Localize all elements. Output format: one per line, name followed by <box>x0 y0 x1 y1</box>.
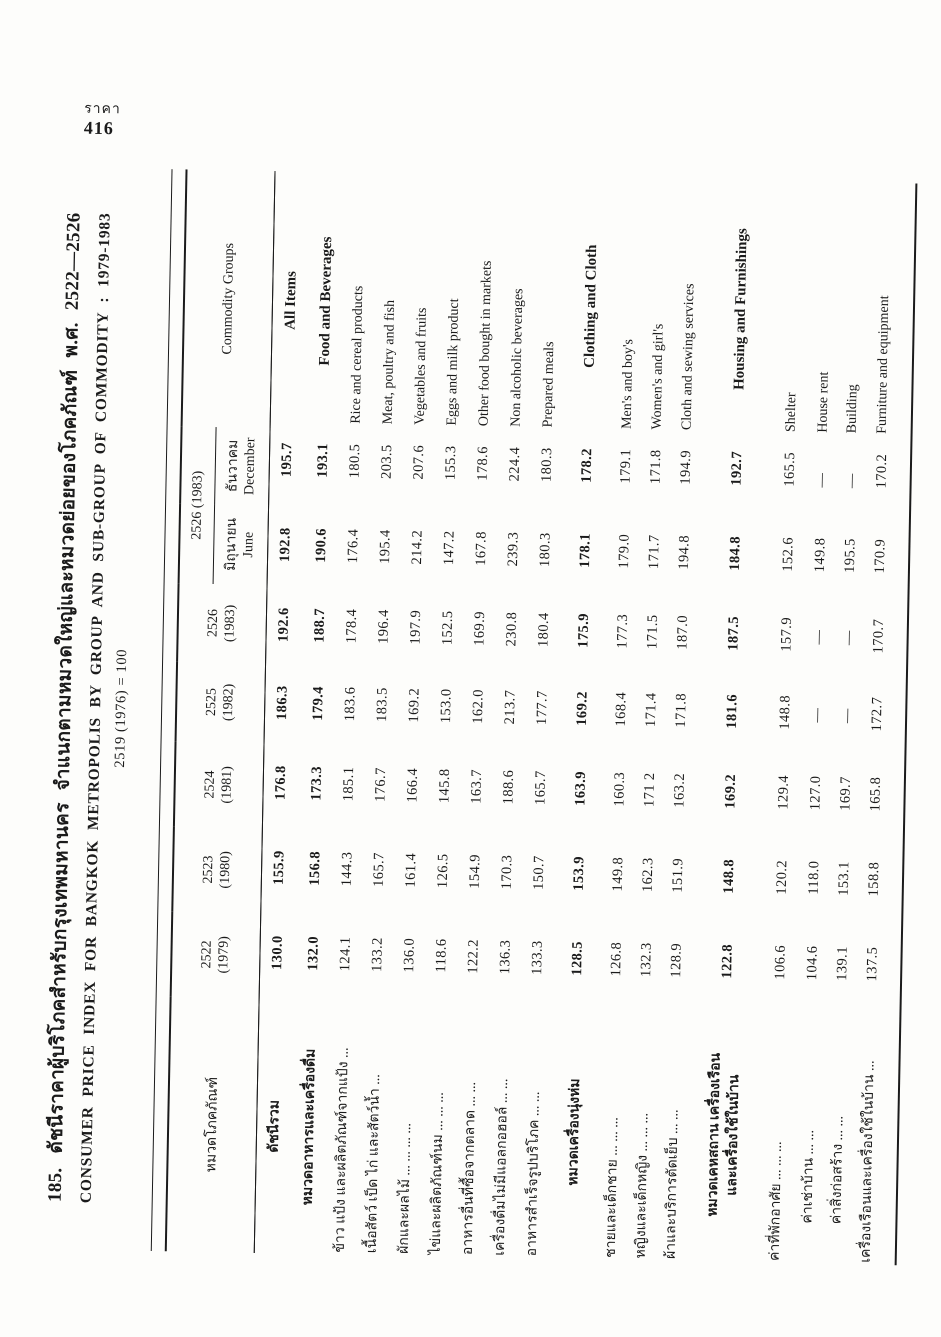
value-cell: 151.9 <box>669 857 687 893</box>
row-label-thai: เครื่องดื่มไม่มีแอลกอฮอล์ ... ... <box>492 1078 511 1256</box>
value-cell: 170.3 <box>498 854 516 890</box>
table-title-english: CONSUMER PRICE INDEX FOR BANGKOK METROPOLIS BY GROUP AND SUB-GROUP OF COMMODITY : 1979-1983 <box>77 212 114 1204</box>
value-cell: 152.5 <box>439 610 457 646</box>
value-cell: 194.9 <box>677 449 695 485</box>
row-label-english: All Items <box>282 270 300 330</box>
value-cell: 124.1 <box>337 936 355 972</box>
value-cell: 128.9 <box>668 942 685 978</box>
row-label-thai: ผักและผลไม้ ... ... ... ... <box>396 1122 414 1254</box>
row-label-thai: หมวดเครื่องนุ่งห่ม <box>565 1078 583 1186</box>
value-cell: 170.7 <box>870 618 887 654</box>
value-cell: 176.8 <box>272 765 290 801</box>
value-cell: 153.1 <box>835 861 853 896</box>
value-cell: — <box>843 473 860 489</box>
col-header-year-2524 <box>174 741 264 828</box>
value-cell: 161.4 <box>403 852 420 888</box>
value-cell: 167.8 <box>473 531 490 566</box>
value-cell: 133.2 <box>369 937 387 973</box>
value-cell: 192.7 <box>728 450 746 486</box>
value-cell: 171.7 <box>646 534 663 570</box>
value-cell: 193.1 <box>314 442 332 478</box>
value-cell: 171.8 <box>647 449 665 485</box>
value-cell: 207.6 <box>410 444 428 480</box>
value-cell: 127.0 <box>807 775 825 811</box>
value-cell: 169.2 <box>406 687 423 723</box>
value-cell: 188.6 <box>500 769 518 805</box>
row-label-english: Other food bought in markets <box>476 260 495 427</box>
value-cell: 122.8 <box>719 943 736 979</box>
value-cell: 171 2 <box>641 772 659 808</box>
col-header-commodity-thai: หมวดโภคภัณฑ์ <box>166 996 259 1253</box>
value-cell: 178.4 <box>343 608 361 644</box>
value-cell: 175.9 <box>575 613 593 648</box>
value-cell: 139.1 <box>833 946 851 981</box>
value-cell: 186.3 <box>274 685 292 721</box>
value-cell: 132.3 <box>638 942 655 978</box>
row-label-thai: ค่าเช่าบ้าน ... ... <box>799 1129 817 1224</box>
col-header-year-2522 <box>171 911 261 998</box>
value-cell: 176.4 <box>345 528 362 564</box>
value-cell: 188.7 <box>311 607 328 643</box>
month-english: June <box>241 531 257 558</box>
value-cell: 120.2 <box>773 859 791 895</box>
row-label-english: Shelter <box>783 392 799 433</box>
value-cell: 172.7 <box>868 696 886 732</box>
table-title-block <box>39 163 141 1252</box>
row-label-english: House rent <box>815 371 832 433</box>
row-label-thai: เนื้อสัตว์ เป็ด ไก่ และสัตว์น้ำ ... <box>364 1073 383 1254</box>
value-cell: 187.5 <box>725 615 743 651</box>
value-cell: 154.9 <box>466 853 484 889</box>
value-cell: 177.3 <box>614 613 632 649</box>
row-label-english: Eggs and milk product <box>444 298 462 426</box>
value-cell: — <box>809 707 826 723</box>
value-cell: 157.9 <box>778 616 796 652</box>
row-label-english: Furniture and equipment <box>874 295 893 434</box>
value-cell: 187.0 <box>674 614 692 650</box>
year-ad: (1980) <box>217 851 234 889</box>
value-cell: 180.3 <box>538 447 556 483</box>
value-cell: 192.6 <box>275 607 293 643</box>
value-cell: 178.1 <box>577 533 594 568</box>
value-cell: 118.0 <box>805 860 823 895</box>
value-cell: — <box>838 708 856 724</box>
value-cell: 224.4 <box>506 446 524 482</box>
value-cell: 194.8 <box>676 534 693 570</box>
year-be: 2526 <box>205 608 221 638</box>
value-cell: 156.8 <box>306 850 324 886</box>
year-be: 2525 <box>203 687 220 717</box>
value-cell: 171.4 <box>643 692 660 728</box>
month-thai: ธันวาคม <box>224 439 241 493</box>
row-label-thai: ค่าที่พักอาศัย ... ... ... <box>767 1141 785 1262</box>
value-cell: 148.8 <box>720 858 738 894</box>
section-label: ราคา <box>84 101 121 118</box>
row-label-english: Meat, poultry and fish <box>380 299 398 425</box>
row-label-thai: อาหารสำเร็จรูปบริโภค ... ... <box>524 1091 543 1257</box>
row-label-english: Prepared meals <box>540 341 557 428</box>
year-be: 2523 <box>200 855 217 884</box>
value-cell: 162.0 <box>470 689 487 724</box>
header-row-1 <box>166 169 221 1251</box>
value-cell: 129.4 <box>775 774 793 810</box>
row-label-thai <box>687 1006 764 1262</box>
value-cell: 178.6 <box>474 446 492 481</box>
value-cell: 170.9 <box>871 538 889 574</box>
value-cell: 179.0 <box>616 533 633 569</box>
value-cell: 122.2 <box>465 938 483 974</box>
value-cell: 155.9 <box>271 850 288 886</box>
value-cell: 185.1 <box>340 766 358 802</box>
row-label-english: Vegetables and fruits <box>412 307 430 426</box>
row-label-thai-line2: และเครื่องใช้ในบ้าน <box>724 1074 743 1196</box>
month-english: December <box>242 437 259 496</box>
value-cell: 195.4 <box>377 529 394 565</box>
value-cell: 169.2 <box>574 691 591 726</box>
value-cell: 118.6 <box>433 938 451 973</box>
value-cell: 149.8 <box>609 856 627 892</box>
value-cell: 169.7 <box>837 776 854 811</box>
value-cell: 106.6 <box>772 944 789 980</box>
col-group-header-2526-1983: 2526 (1983) <box>179 426 216 584</box>
value-cell: 163.9 <box>572 770 590 806</box>
col-header-year-2523 <box>172 826 262 913</box>
value-cell: 165.8 <box>867 776 884 812</box>
row-label-english: Women's and girl's <box>649 323 667 430</box>
value-cell: 137.5 <box>863 946 881 982</box>
row-label-english: Clothing and Cloth <box>581 244 601 369</box>
value-cell: 197.9 <box>407 609 425 645</box>
month-thai: มิถุนายน <box>223 517 240 571</box>
value-cell: 132.0 <box>304 935 322 971</box>
year-be: 2524 <box>202 770 218 799</box>
row-label-english: Men's and boy's <box>619 338 636 430</box>
row-label-thai: อาหารอื่นที่ซื้อจากตลาด ... ... <box>460 1081 479 1256</box>
value-cell: 136.0 <box>401 937 419 973</box>
value-cell: 196.4 <box>375 609 393 645</box>
value-cell: 163.2 <box>671 772 689 808</box>
col-header-december <box>214 427 269 505</box>
page-number: 416 <box>83 117 115 139</box>
value-cell: 165.7 <box>371 852 388 888</box>
row-label-thai: เครื่องเรือนและเครื่องใช้ในบ้าน ... <box>858 1060 878 1263</box>
value-cell: 170.2 <box>873 453 890 489</box>
value-cell: 158.8 <box>865 861 883 897</box>
row-label-english: Building <box>844 384 861 434</box>
value-cell: 178.2 <box>578 448 596 483</box>
value-cell: 179.1 <box>617 448 635 484</box>
value-cell: 180.5 <box>346 443 364 479</box>
value-cell: 239.3 <box>505 531 522 567</box>
value-cell: 152.6 <box>780 536 797 572</box>
value-cell: 214.2 <box>409 529 426 565</box>
value-cell: — <box>813 472 831 488</box>
row-label-thai: ค่าสิ่งก่อสร้าง ... ... <box>829 1115 847 1225</box>
value-cell: 230.8 <box>503 611 521 647</box>
value-cell: 195.7 <box>279 442 296 478</box>
col-header-commodity-english: Commodity Groups <box>182 169 275 428</box>
col-header-year-2525 <box>176 661 266 743</box>
value-cell: 180.4 <box>535 612 553 648</box>
value-cell: 136.3 <box>497 939 515 975</box>
cpi-table-body <box>254 171 904 1265</box>
value-cell: 130.0 <box>269 935 287 971</box>
year-be: 2522 <box>198 940 215 969</box>
value-cell: 173.3 <box>308 765 325 801</box>
row-label-thai: หมวดอาหารและเครื่องดื่ม <box>300 1048 319 1206</box>
value-cell: 168.4 <box>613 691 630 727</box>
row-label-english: Rice and cereal products <box>348 285 366 424</box>
value-cell: 184.8 <box>727 535 744 571</box>
table-title-thai-text: ดัชนีราคาผู้บริโภคสำหรับกรุงเทพมหานคร จำแนกตามหมวดใหญ่และหมวดย่อยของโภคภัณฑ์ พ.ศ. 2522—2526 <box>45 212 85 1154</box>
value-cell: 147.2 <box>441 530 458 566</box>
row-label-thai: ข้าว แป้ง และผลิตภัณฑ์จากแป้ง ... <box>332 1047 352 1253</box>
value-cell: 153.9 <box>570 855 588 891</box>
row-label-thai: ไข่และผลิตภัณฑ์นม ... ... ... <box>428 1092 447 1255</box>
row-label-thai-line1: หมวดเคหสถาน เครื่องเรือน <box>705 1052 724 1217</box>
value-cell: 104.6 <box>804 945 821 981</box>
value-cell: 133.3 <box>529 940 547 976</box>
value-cell: 145.8 <box>436 768 454 804</box>
table-number: 185. <box>44 1167 67 1203</box>
value-cell: 155.3 <box>442 445 460 481</box>
value-cell: 126.8 <box>608 941 625 977</box>
col-header-year-2526 <box>177 583 266 663</box>
value-cell: 149.8 <box>812 537 829 573</box>
value-cell: 162.3 <box>639 857 657 893</box>
row-label-english: Housing and Furnishings <box>731 228 751 391</box>
value-cell: 183.6 <box>342 686 359 722</box>
row-label-english: Non alcoholic beverages <box>508 288 526 427</box>
value-cell: 195.5 <box>841 538 859 574</box>
value-cell: 181.6 <box>724 693 741 729</box>
value-cell: 169.9 <box>471 611 489 646</box>
value-cell: 183.5 <box>374 687 391 723</box>
row-label-thai: ชายและเด็กชาย ... ... ... <box>603 1117 621 1258</box>
value-cell: — <box>810 629 828 645</box>
value-cell: 165.5 <box>781 451 799 487</box>
value-cell: 179.4 <box>309 685 327 721</box>
year-ad: (1983) <box>222 604 239 643</box>
value-cell: 126.5 <box>434 853 452 889</box>
value-cell: 165.7 <box>532 770 550 806</box>
row-label-thai: ผ้าและบริการตัดเย็บ ... ... <box>663 1109 682 1260</box>
value-cell: 176.7 <box>372 767 390 803</box>
value-cell: 190.6 <box>312 527 330 563</box>
index-base-note: 2519 (1976) = 100 <box>112 648 131 768</box>
value-cell: 171.8 <box>673 692 690 728</box>
value-cell: 128.5 <box>569 940 587 976</box>
year-ad: (1982) <box>221 683 237 722</box>
value-cell: 160.3 <box>611 771 629 807</box>
value-cell: 177.7 <box>534 690 551 726</box>
value-cell: 148.8 <box>777 694 794 730</box>
value-cell: — <box>840 630 857 646</box>
value-cell: 213.7 <box>502 689 519 725</box>
row-label-thai: ดัชนีรวม <box>266 1099 283 1153</box>
year-ad: (1979) <box>216 936 233 974</box>
value-cell: 180.3 <box>537 532 554 568</box>
row-label-english: Food and Beverages <box>317 236 336 366</box>
year-ad: (1981) <box>219 766 236 804</box>
row-label-english: Cloth and sewing services <box>679 283 697 431</box>
value-cell: 150.7 <box>530 855 548 891</box>
value-cell: 163.7 <box>468 768 486 804</box>
value-cell: 192.8 <box>277 527 295 563</box>
value-cell: 169.2 <box>722 773 740 809</box>
value-cell: 171.5 <box>644 614 662 650</box>
col-header-june <box>213 504 269 585</box>
value-cell: 203.5 <box>378 444 396 480</box>
cpi-table <box>165 169 904 1265</box>
value-cell: 153.0 <box>438 688 455 724</box>
value-cell: 144.3 <box>339 851 356 887</box>
row-label-thai: หญิงและเด็กหญิง ... ... ... <box>633 1112 652 1259</box>
value-cell: 166.4 <box>404 767 422 803</box>
